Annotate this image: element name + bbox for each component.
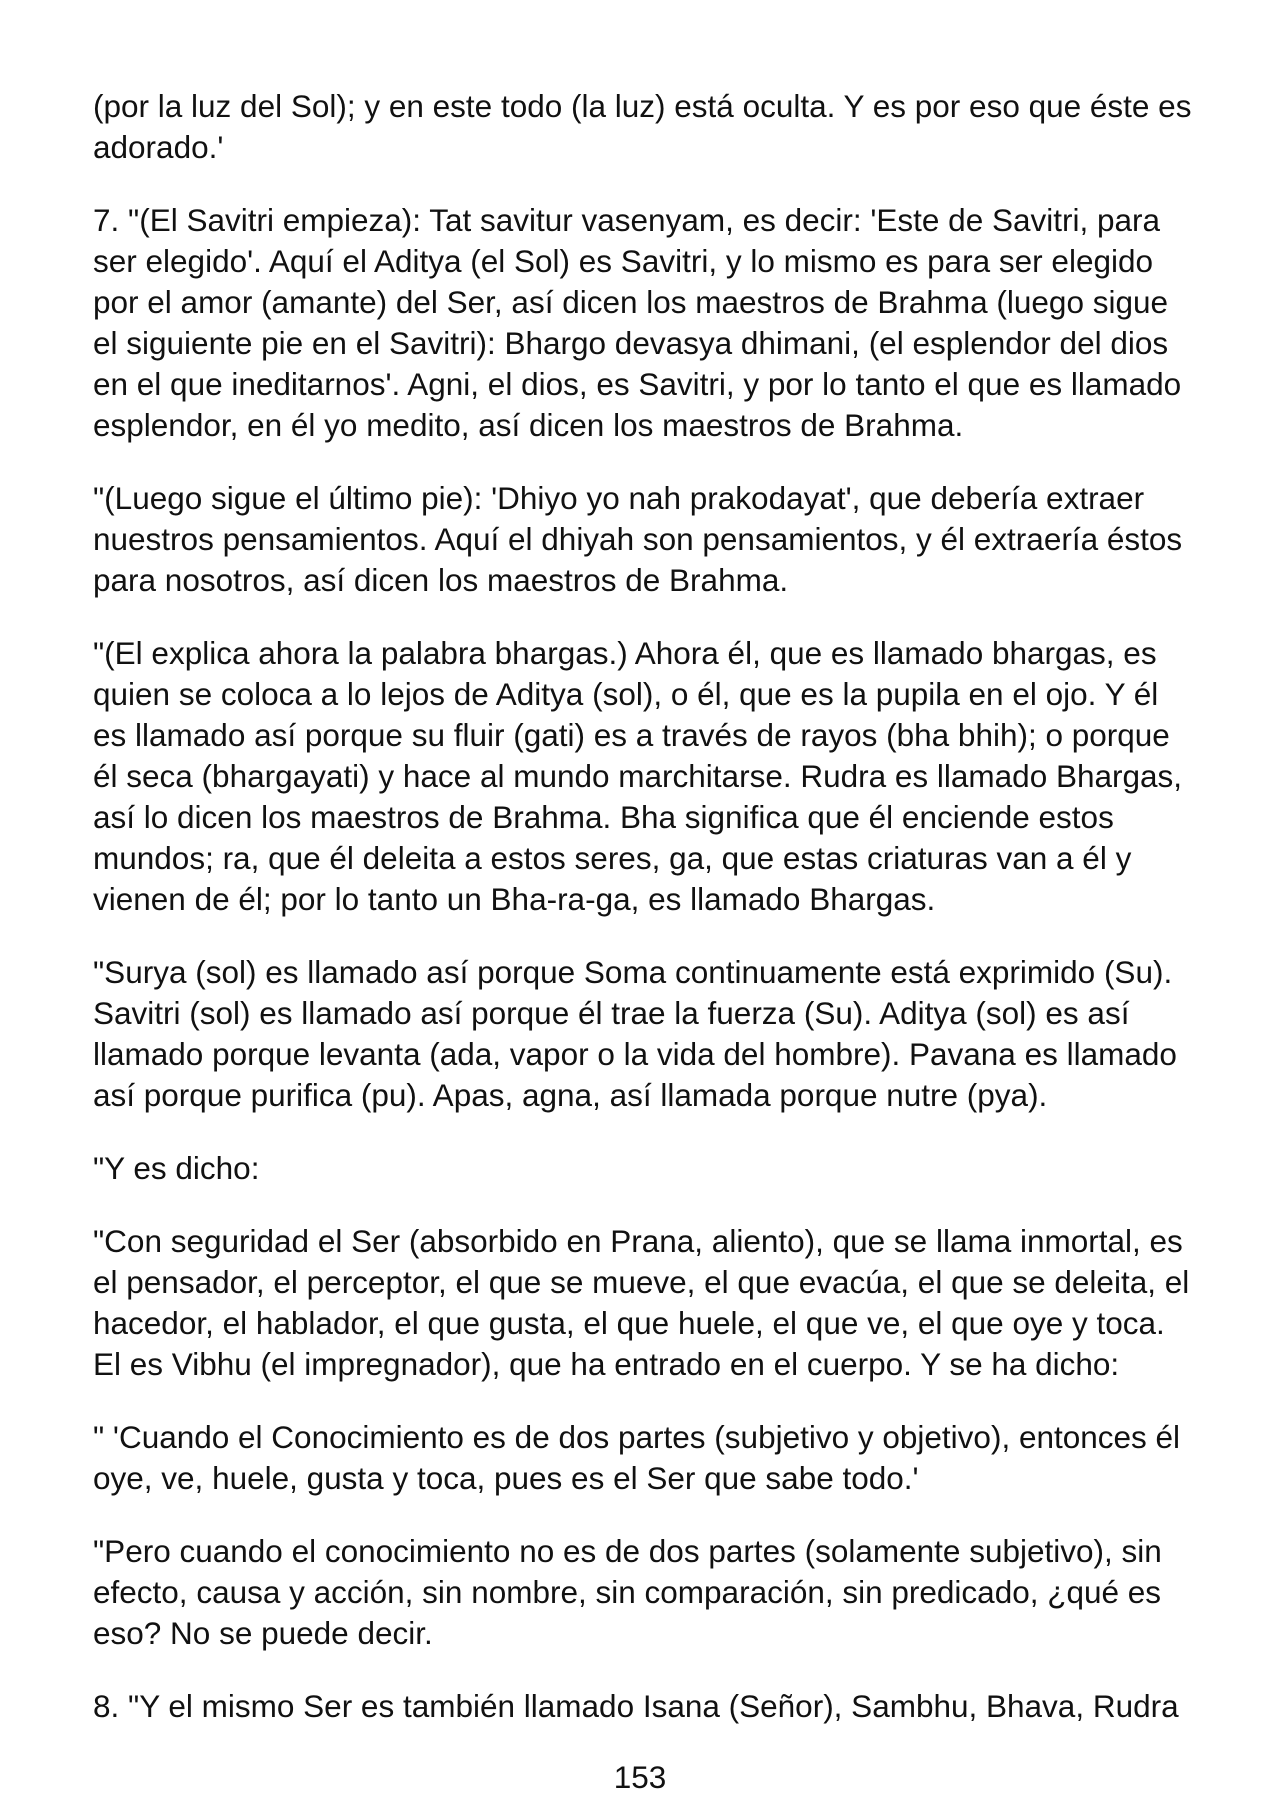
text-line: para nosotros, así dicen los maestros de Brahma. [93, 562, 789, 598]
text-line: 8. "Y el mismo Ser es también llamado Isana (Señor), Sambhu, Bhava, Rudra [93, 1688, 1179, 1724]
text-line: esplendor, en él yo medito, así dicen los maestros de Brahma. [93, 407, 964, 443]
text-line: así lo dicen los maestros de Brahma. Bha significa que él enciende estos [93, 799, 1114, 835]
text-line: Savitri (sol) es llamado así porque él trae la fuerza (Su). Aditya (sol) es así [93, 995, 1130, 1031]
text-line: efecto, causa y acción, sin nombre, sin comparación, sin predicado, ¿qué es [93, 1574, 1162, 1610]
text-line: llamado porque levanta (ada, vapor o la vida del hombre). Pavana es llamado [93, 1036, 1177, 1072]
text-line: eso? No se puede decir. [93, 1615, 433, 1651]
text-line: mundos; ra, que él deleita a estos seres, ga, que estas criaturas van a él y [93, 840, 1132, 876]
text-line: El es Vibhu (el impregnador), que ha entrado en el cuerpo. Y se ha dicho: [93, 1346, 1120, 1382]
text-line: él seca (bhargayati) y hace al mundo marchitarse. Rudra es llamado Bhargas, [93, 758, 1183, 794]
paragraph [93, 478, 1191, 601]
text-line: el siguiente pie en el Savitri): Bhargo devasya dhimani, (el esplendor del dios [93, 325, 1169, 361]
text-line: " 'Cuando el Conocimiento es de dos partes (subjetivo y objetivo), entonces él [93, 1419, 1181, 1455]
text-line: ser elegido'. Aquí el Aditya (el Sol) es Savitri, y lo mismo es para ser elegido [93, 243, 1154, 279]
paragraph [93, 1221, 1191, 1385]
text-line: así porque purifica (pu). Apas, agna, así llamada porque nutre (pya). [93, 1077, 1048, 1113]
text-line: el pensador, el perceptor, el que se mueve, el que evacúa, el que se deleita, el [93, 1264, 1190, 1300]
text-line: 7. "(El Savitri empieza): Tat savitur vasenyam, es decir: 'Este de Savitri, para [93, 202, 1161, 238]
paragraph [93, 1686, 1191, 1727]
text-line: hacedor, el hablador, el que gusta, el que huele, el que ve, el que oye y toca. [93, 1305, 1165, 1341]
paragraph [93, 1417, 1191, 1499]
text-line: (por la luz del Sol); y en este todo (la luz) está oculta. Y es por eso que éste es [93, 88, 1192, 124]
paragraph [93, 200, 1191, 446]
text-line: "Pero cuando el conocimiento no es de dos partes (solamente subjetivo), sin [93, 1533, 1162, 1569]
paragraph [93, 86, 1191, 168]
text-line: oye, ve, huele, gusta y toca, pues es el Ser que sabe todo.' [93, 1460, 919, 1496]
text-line: por el amor (amante) del Ser, así dicen los maestros de Brahma (luego sigue [93, 284, 1169, 320]
text-line: en el que ineditarnos'. Agni, el dios, es Savitri, y por lo tanto el que es llamado [93, 366, 1182, 402]
text-line: "Surya (sol) es llamado así porque Soma continuamente está exprimido (Su). [93, 954, 1173, 990]
paragraph [93, 633, 1191, 920]
text-line: "(El explica ahora la palabra bhargas.) Ahora él, que es llamado bhargas, es [93, 635, 1157, 671]
text-line: vienen de él; por lo tanto un Bha-ra-ga, es llamado Bhargas. [93, 881, 936, 917]
text-line: quien se coloca a lo lejos de Aditya (sol), o él, que es la pupila en el ojo. Y él [93, 676, 1159, 712]
page-text-body [93, 86, 1191, 1759]
text-line: "Y es dicho: [93, 1150, 260, 1186]
page-number: 153 [613, 1759, 667, 1795]
text-line: "Con seguridad el Ser (absorbido en Prana, aliento), que se llama inmortal, es [93, 1223, 1183, 1259]
paragraph [93, 1148, 1191, 1189]
text-line: "(Luego sigue el último pie): 'Dhiyo yo nah prakodayat', que debería extraer [93, 480, 1145, 516]
paragraph [93, 1531, 1191, 1654]
paragraph [93, 952, 1191, 1116]
text-line: es llamado así porque su fluir (gati) es a través de rayos (bha bhih); o porque [93, 717, 1170, 753]
text-line: nuestros pensamientos. Aquí el dhiyah son pensamientos, y él extraería éstos [93, 521, 1183, 557]
text-line: adorado.' [93, 129, 224, 165]
